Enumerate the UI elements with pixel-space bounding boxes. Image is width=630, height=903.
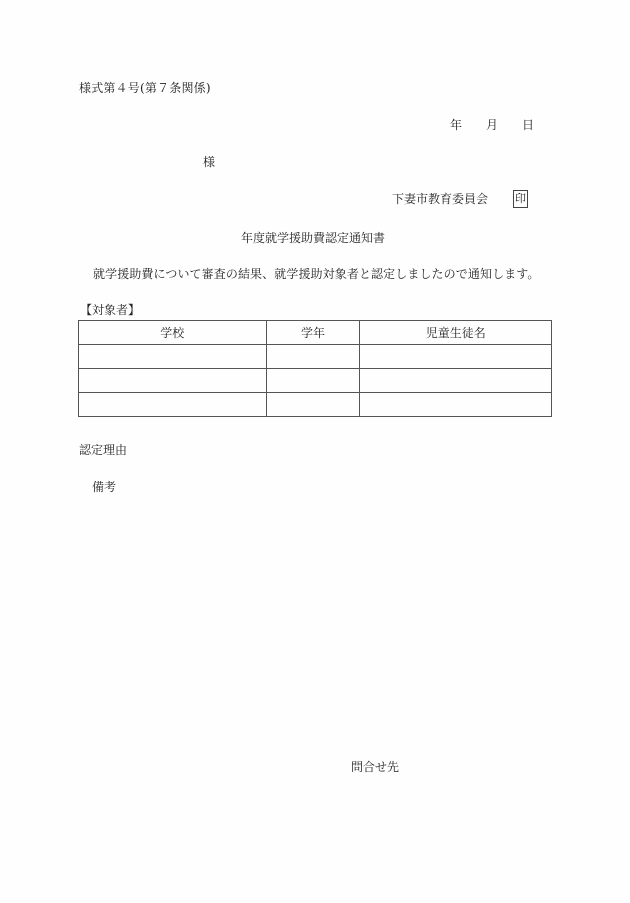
form-number: 様式第４号(第７条関係) bbox=[79, 81, 211, 95]
date-day: 日 bbox=[522, 118, 535, 132]
contact-label: 問合せ先 bbox=[351, 760, 400, 774]
issuer-name: 下妻市教育委員会 bbox=[392, 192, 489, 206]
cell-grade[interactable] bbox=[266, 393, 360, 417]
cell-grade[interactable] bbox=[266, 345, 360, 369]
addressee-suffix: 様 bbox=[203, 155, 216, 169]
table-row bbox=[79, 393, 552, 417]
cell-school[interactable] bbox=[79, 369, 267, 393]
document-title: 年度就学援助費認定通知書 bbox=[241, 231, 386, 245]
remarks-label: 備考 bbox=[92, 480, 117, 494]
certification-reason-label: 認定理由 bbox=[79, 443, 128, 457]
table-row bbox=[79, 345, 552, 369]
date-line bbox=[450, 118, 534, 132]
header-school: 学校 bbox=[79, 321, 267, 345]
subjects-label: 【対象者】 bbox=[80, 303, 141, 317]
date-month: 月 bbox=[486, 118, 499, 132]
header-grade: 学年 bbox=[266, 321, 360, 345]
cell-student-name[interactable] bbox=[360, 369, 552, 393]
cell-school[interactable] bbox=[79, 345, 267, 369]
table-header-row bbox=[79, 321, 552, 345]
cell-student-name[interactable] bbox=[360, 345, 552, 369]
cell-school[interactable] bbox=[79, 393, 267, 417]
subjects-table bbox=[78, 320, 552, 417]
cell-grade[interactable] bbox=[266, 369, 360, 393]
date-year: 年 bbox=[450, 118, 463, 132]
body-text: 就学援助費について審査の結果、就学援助対象者と認定しましたので通知します。 bbox=[93, 267, 540, 281]
cell-student-name[interactable] bbox=[360, 393, 552, 417]
table-row bbox=[79, 369, 552, 393]
seal-stamp-box: 印 bbox=[513, 190, 528, 208]
header-student-name: 児童生徒名 bbox=[360, 321, 552, 345]
